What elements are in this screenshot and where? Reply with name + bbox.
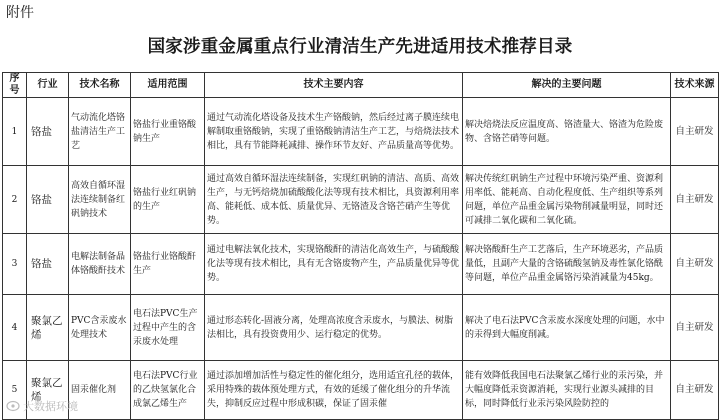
table-row	[3, 295, 719, 361]
table-row	[3, 166, 719, 234]
watermark	[6, 398, 78, 414]
cell-tech-name: 电解法制备晶体铬酸酐技术	[69, 234, 131, 295]
cell-tech-name: PVC含汞废水处理技术	[69, 295, 131, 361]
table-row	[3, 234, 719, 295]
table-header-row	[3, 73, 719, 98]
cell-industry: 铬盐	[27, 98, 69, 166]
cell-content: 通过高效自循环湿法连续制备，实现红矾钠的清洁、高质、高效生产，与无钙焙烧加硫酸酸化法等现有技术相比，具资源利用率高、能耗低、成本低、质量优异、无铬渣及含铬芒硝产生等优势。	[205, 166, 463, 234]
cell-no: 1	[3, 98, 27, 166]
table-row	[3, 361, 719, 420]
watermark-logo-icon	[6, 400, 20, 412]
cell-industry: 聚氯乙烯	[27, 295, 69, 361]
tech-table	[2, 72, 719, 420]
cell-source: 自主研发	[671, 295, 719, 361]
table-row	[3, 98, 719, 166]
cell-tech-name: 高效自循环湿法连续制备红矾钠技术	[69, 166, 131, 234]
attachment-label: 附件	[6, 5, 34, 21]
header-problem: 解决的主要问题	[463, 73, 671, 98]
cell-industry: 铬盐	[27, 166, 69, 234]
header-source: 技术来源	[671, 73, 719, 98]
cell-content: 通过形态转化-固液分离，处理高浓度含汞废水，与膜法、树脂法相比，具有投资费用少、运行稳定的优势。	[205, 295, 463, 361]
cell-content: 通过气动流化塔设备及技术生产铬酸钠，然后经过离子膜连续电解制取重铬酸钠，实现了重铬酸钠清洁生产工艺，与焙烧法技术相比，具有节能降耗减排、操作环节友好、产品质量高等优势。	[205, 98, 463, 166]
cell-source: 自主研发	[671, 234, 719, 295]
cell-source: 自主研发	[671, 166, 719, 234]
cell-problem: 解决了电石法PVC含汞废水深度处理的问题，水中的汞得到大幅度削减。	[463, 295, 671, 361]
cell-tech-name: 气动流化塔铬盐清洁生产工艺	[69, 98, 131, 166]
header-no: 序号	[3, 73, 27, 98]
header-tech-name: 技术名称	[69, 73, 131, 98]
document-title: 国家涉重金属重点行业清洁生产先进适用技术推荐目录	[147, 37, 573, 57]
cell-scope: 铬盐行业重铬酸钠生产	[131, 98, 205, 166]
header-industry: 行业	[27, 73, 69, 98]
cell-no: 4	[3, 295, 27, 361]
cell-content: 通过电解法氧化技术，实现铬酸酐的清洁化高效生产，与硫酸酸化法等现有技术相比，具有无含铬废物产生，产品质量优异等优势。	[205, 234, 463, 295]
cell-no: 5	[3, 361, 27, 420]
cell-no: 2	[3, 166, 27, 234]
cell-tech-name: 固汞催化剂	[69, 361, 131, 420]
cell-industry: 铬盐	[27, 234, 69, 295]
cell-source: 自主研发	[671, 98, 719, 166]
cell-scope: 电石法PVC生产过程中产生的含汞废水处理	[131, 295, 205, 361]
cell-industry: 聚氯乙烯	[27, 361, 69, 420]
header-content: 技术主要内容	[205, 73, 463, 98]
header-scope: 适用范围	[131, 73, 205, 98]
watermark-text: 大数据环境	[23, 400, 78, 413]
cell-no: 3	[3, 234, 27, 295]
cell-content: 通过添加增加活性与稳定性的催化组分，选用适宜孔径的载体，采用特殊的载体预处理方式，有效的延缓了催化组分的升华流失，抑制反应过程中形成积碳，保证了固汞催	[205, 361, 463, 420]
cell-scope: 铬盐行业铬酸酐生产	[131, 234, 205, 295]
cell-problem: 能有效降低我国电石法聚氯乙烯行业的汞污染，并大幅度降低汞资源消耗，实现行业源头减排的目标，同时降低行业汞污染风险防控的	[463, 361, 671, 420]
cell-source: 自主研发	[671, 361, 719, 420]
cell-scope: 铬盐行业红矾钠的生产	[131, 166, 205, 234]
cell-problem: 解决铬酸酐生产工艺落后，生产环境恶劣，产品质量低，且副产大量的含铬硫酸氢钠及毒性氯化铬酰等问题，单位产品重金属铬污染消减量为45kg。	[463, 234, 671, 295]
cell-problem: 解决焙烧法反应温度高、铬渣量大、铬渣为危险废物、含铬芒硝等问题。	[463, 98, 671, 166]
cell-scope: 电石法PVC行业的乙炔氢氯化合成氯乙烯生产	[131, 361, 205, 420]
cell-problem: 解决传统红矾钠生产过程中环境污染严重、资源利用率低、能耗高、自动化程度低、生产组织等系列问题，单位产品重金属污染物削减量明显，同时还可减排二氧化碳和二氧化硫。	[463, 166, 671, 234]
